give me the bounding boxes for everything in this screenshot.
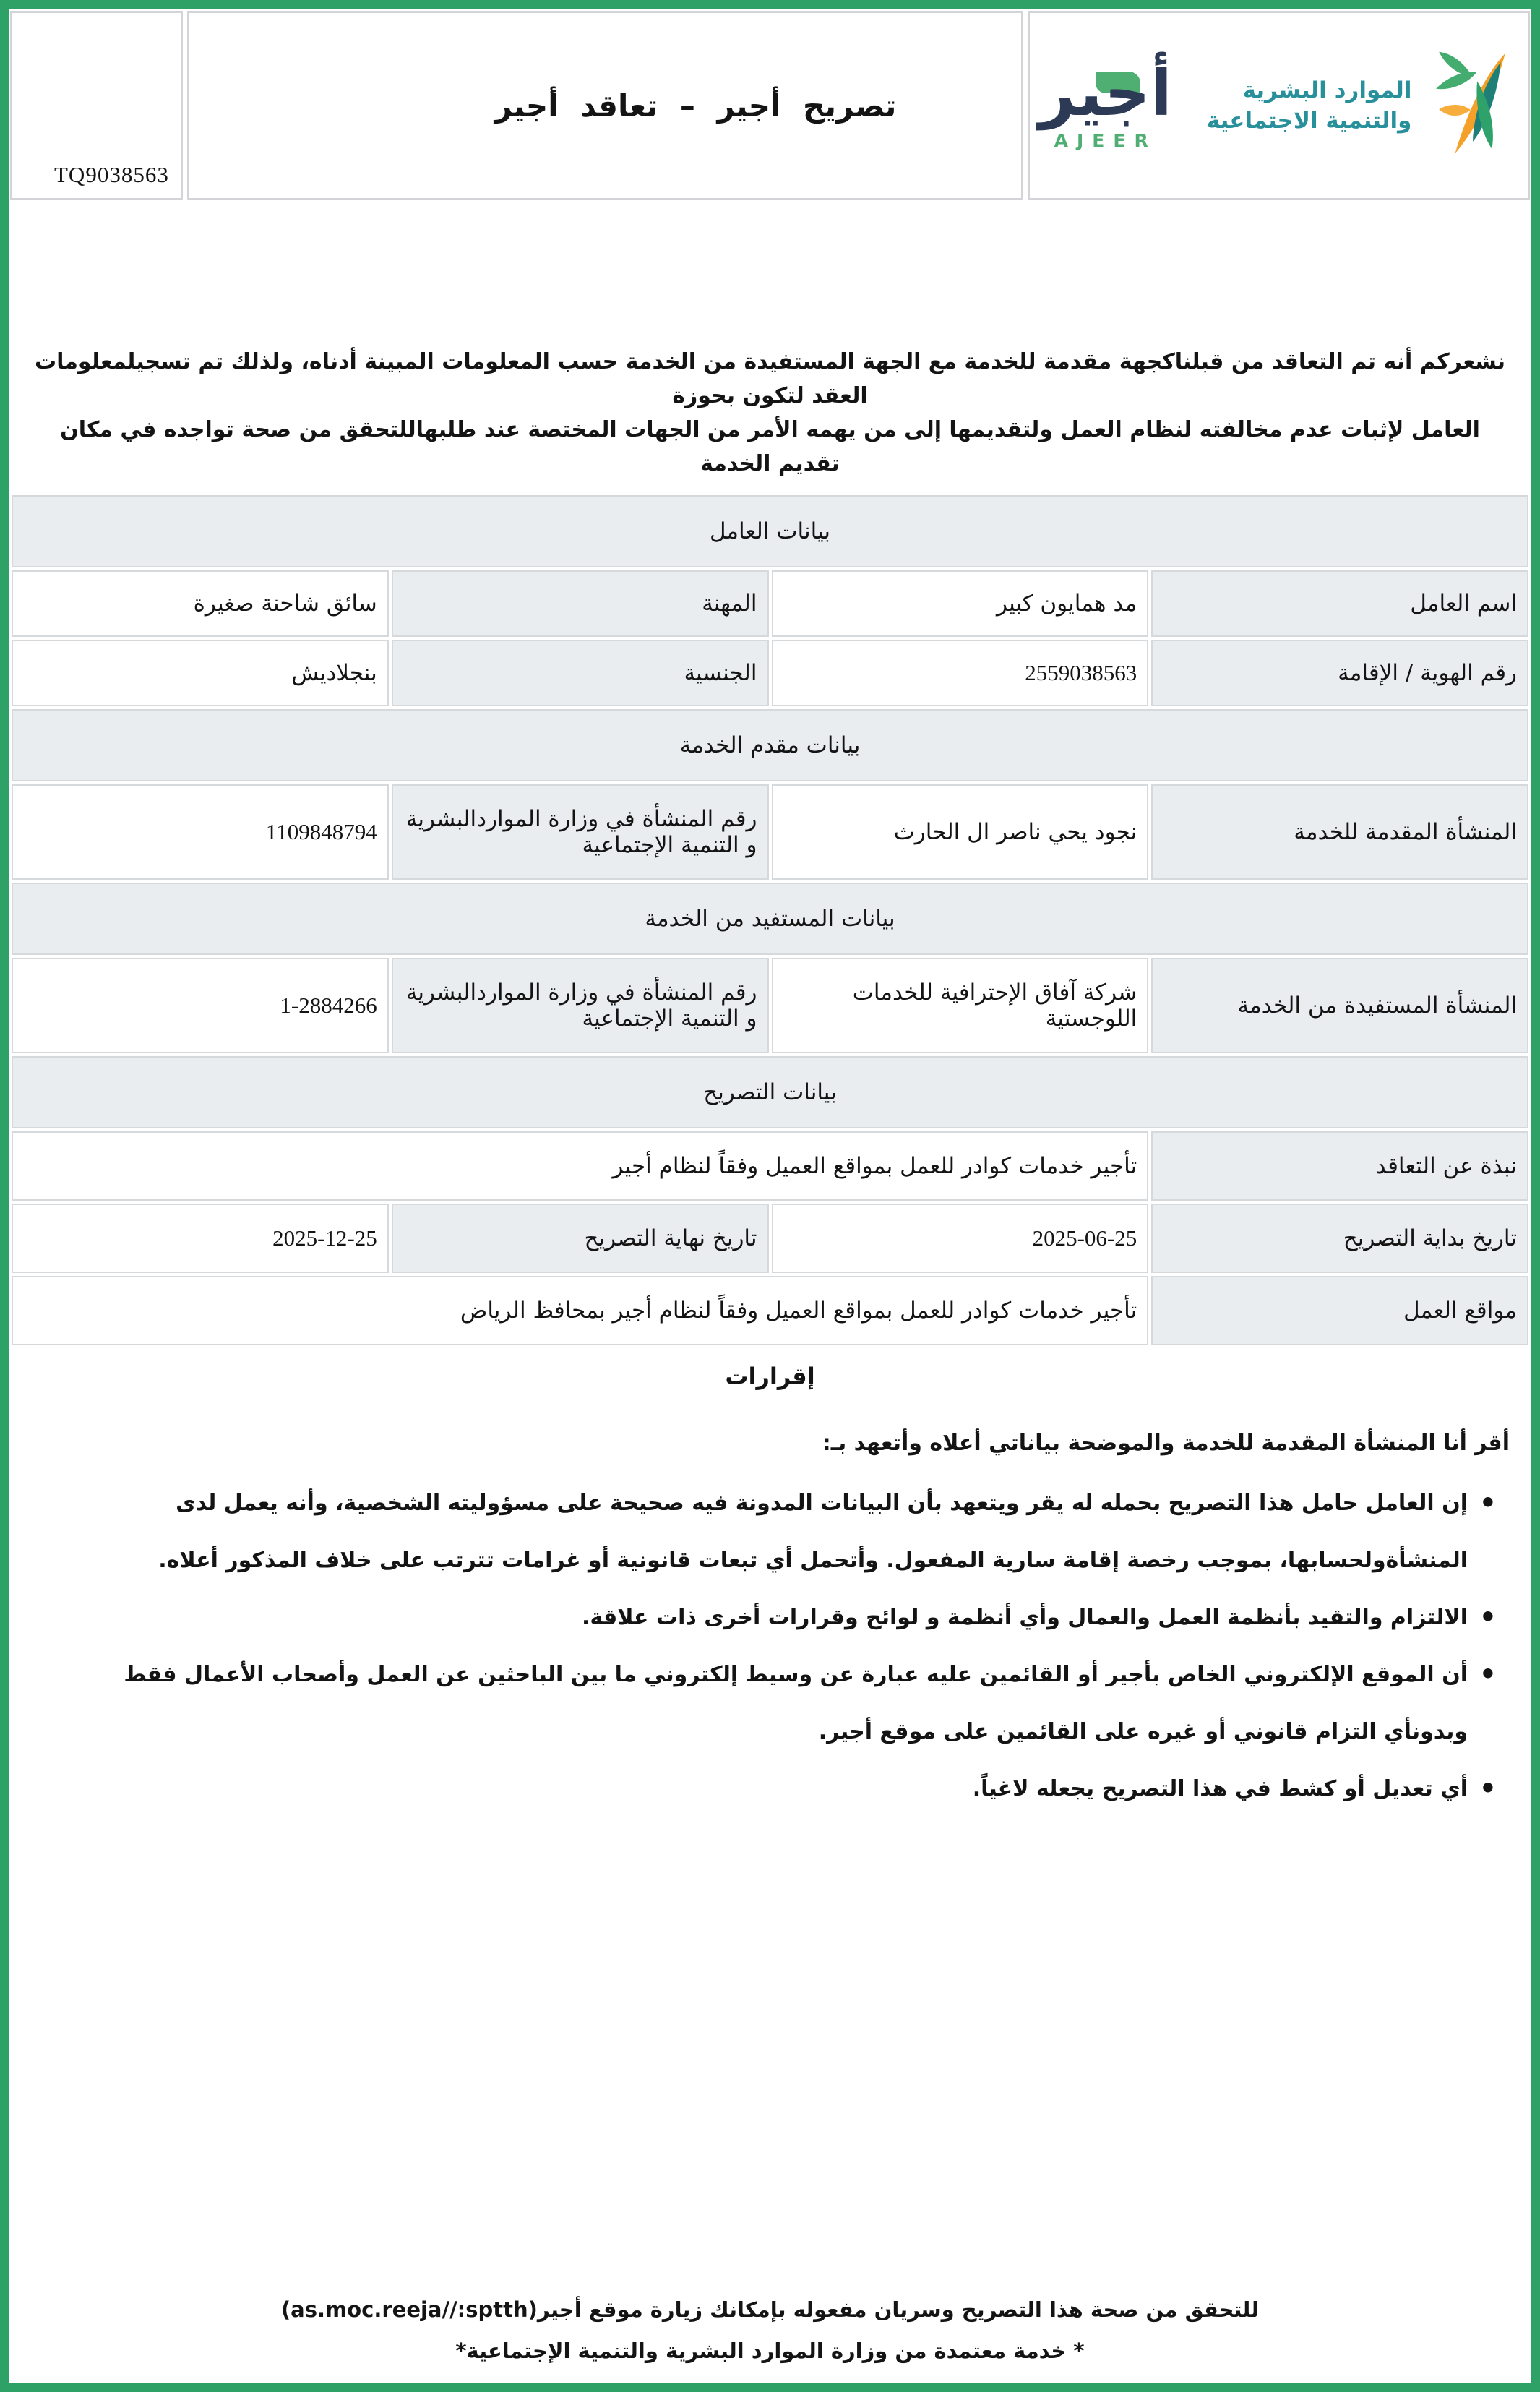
ajeer-logo — [1038, 56, 1172, 151]
intro-line-1: نشعركم أنه تم التعاقد من قبلناكجهة مقدمة للخدمة مع الجهة المستفيدة من الخدمة حسب المعلومات المبينة أدناه، ولذلك تم تسجيلمعلومات العقد لتكون بحوزة — [34, 349, 1506, 408]
work-locations-value: تأجير خدمات كوادر للعمل بمواقع العميل وفقاً لنظام أجير بمحافظ الرياض — [12, 1276, 1148, 1345]
work-locations-label: مواقع العمل — [1151, 1276, 1528, 1345]
nationality-value: بنجلاديش — [12, 640, 389, 706]
table-row — [12, 958, 1528, 1053]
header — [10, 11, 1530, 200]
id-number-value: 2559038563 — [772, 640, 1149, 706]
provider-section-title: بيانات مقدم الخدمة — [12, 709, 1528, 781]
worker-name-value: مد همايون كبير — [772, 570, 1149, 637]
table-row — [12, 570, 1528, 637]
beneficiary-section-header — [12, 883, 1528, 955]
declarations-intro: أقر أنا المنشأة المقدمة للخدمة والموضحة بياناتي أعلاه وأتعهد بـ: — [822, 1431, 1510, 1456]
intro-line-2: العامل لإثبات عدم مخالفته لنظام العمل ولتقديمها إلى من يهمه الأمر من الجهات المختصة عند طلبهاللتحقق من صحة تواجده في مكان تقديم الخدمة — [60, 417, 1480, 476]
table-row — [12, 1131, 1528, 1201]
nationality-label: الجنسية — [392, 640, 769, 706]
worker-name-label: اسم العامل — [1151, 570, 1528, 637]
declaration-item: • أي تعديل أو كشط في هذا التصريح يجعله لاغياً. — [52, 1760, 1497, 1817]
contract-summary-label: نبذة عن التعاقد — [1151, 1131, 1528, 1201]
profession-value: سائق شاحنة صغيرة — [12, 570, 389, 637]
page-title: تصريح أجير – تعاقد أجير — [494, 87, 897, 124]
permit-section-header — [12, 1056, 1528, 1128]
beneficiary-establishment-label: المنشأة المستفيدة من الخدمة — [1151, 958, 1528, 1053]
provider-number-label: رقم المنشأة في وزارة المواردالبشرية و التنمية الإجتماعية — [392, 784, 769, 880]
end-date-value: 2025-12-25 — [12, 1204, 389, 1273]
ministry-emblem-icon — [1430, 41, 1518, 170]
title-box — [187, 11, 1023, 200]
beneficiary-section-title: بيانات المستفيد من الخدمة — [12, 883, 1528, 955]
beneficiary-number-value: 1-2884266 — [12, 958, 389, 1053]
table-row — [12, 1204, 1528, 1273]
provider-establishment-value: نجود يحي ناصر ال الحارث — [772, 784, 1149, 880]
ministry-logo-text — [1207, 75, 1412, 136]
permit-section-title: بيانات التصريح — [12, 1056, 1528, 1128]
permit-number-box — [10, 11, 183, 200]
profession-label: المهنة — [392, 570, 769, 637]
start-date-value: 2025-06-25 — [772, 1204, 1149, 1273]
end-date-label: تاريخ نهاية التصريح — [392, 1204, 769, 1273]
table-row — [12, 784, 1528, 880]
declarations-title: إقرارات — [725, 1363, 815, 1390]
footer-certified-line: * خدمة معتمدة من وزارة الموارد البشرية والتنمية الإجتماعية* — [455, 2339, 1085, 2363]
permit-details-table — [9, 492, 1531, 1348]
ministry-logo — [1207, 41, 1519, 170]
provider-number-value: 1109848794 — [12, 784, 389, 880]
intro-paragraph — [9, 345, 1531, 481]
contract-summary-value: تأجير خدمات كوادر للعمل بمواقع العميل وفقاً لنظام أجير — [12, 1131, 1148, 1201]
table-row — [12, 1276, 1528, 1345]
declaration-item: • أن الموقع الإلكتروني الخاص بأجير أو القائمين عليه عبارة عن وسيط إلكتروني ما بين الباحثين عن العمل وأصحاب الأعمال فقط وبدونأي التزام قانوني أو غيره على القائمين على موقع أجير. — [52, 1646, 1497, 1760]
ajeer-logo-latin: AJEER — [1054, 129, 1157, 151]
start-date-label: تاريخ بداية التصريح — [1151, 1204, 1528, 1273]
provider-section-header — [12, 709, 1528, 781]
declaration-item: • إن العامل حامل هذا التصريح بحمله له يقر ويتعهد بأن البيانات المدونة فيه صحيحة على مسؤوليته الشخصية، وأنه يعمل لدى المنشأةولحسابها، بموجب رخصة إقامة سارية المفعول. وأتحمل أي تبعات قانونية أو غرامات تترتب على خلاف المذكور أعلاه. — [52, 1475, 1497, 1589]
logo-box — [1028, 11, 1530, 200]
declaration-item: • الالتزام والتقيد بأنظمة العمل والعمال وأي أنظمة و لوائح وقرارات أخرى ذات علاقة. — [52, 1589, 1497, 1646]
table-row — [12, 640, 1528, 706]
ministry-logo-line2: والتنمية الاجتماعية — [1206, 108, 1412, 134]
footer-verify-line: للتحقق من صحة هذا التصريح وسريان مفعوله بإمكانك زيارة موقع أجير(as.moc.reeja//:sptth) — [280, 2297, 1260, 2322]
permit-number: TQ9038563 — [54, 162, 169, 187]
worker-section-header — [12, 495, 1528, 567]
ministry-logo-line1: الموارد البشرية — [1242, 77, 1412, 103]
declarations-list — [52, 1475, 1497, 1817]
beneficiary-number-label: رقم المنشأة في وزارة المواردالبشرية و التنمية الإجتماعية — [392, 958, 769, 1053]
footer — [9, 2289, 1531, 2372]
ajeer-logo-arabic: أجير — [1038, 56, 1172, 131]
beneficiary-establishment-value: شركة آفاق الإحترافية للخدمات اللوجستية — [772, 958, 1149, 1053]
provider-establishment-label: المنشأة المقدمة للخدمة — [1151, 784, 1528, 880]
worker-section-title: بيانات العامل — [12, 495, 1528, 567]
id-number-label: رقم الهوية / الإقامة — [1151, 640, 1528, 706]
